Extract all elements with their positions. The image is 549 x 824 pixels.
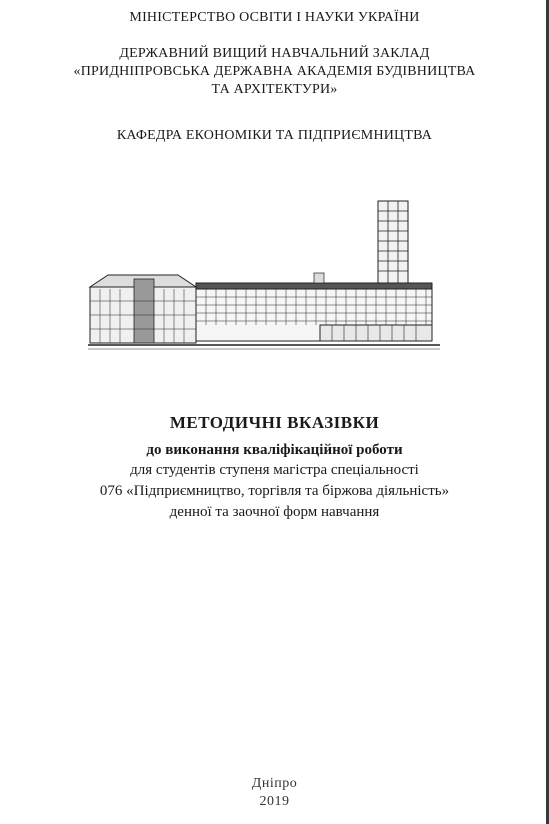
- department-name: КАФЕДРА ЕКОНОМІКИ ТА ПІДПРИЄМНИЦТВА: [116, 128, 433, 143]
- institution-line-1: ДЕРЖАВНИЙ ВИЩИЙ НАВЧАЛЬНИЙ ЗАКЛАД: [119, 46, 430, 61]
- subtitle-line-3: 076 «Підприємництво, торгівля та біржова діяльність»: [99, 483, 450, 499]
- institution-line-3: ТА АРХІТЕКТУРИ»: [211, 82, 338, 97]
- academy-building-illustration: [88, 197, 440, 357]
- document-title: МЕТОДИЧНІ ВКАЗІВКИ: [169, 413, 380, 432]
- city-name: Дніпро: [251, 776, 298, 791]
- institution-line-2: «ПРИДНІПРОВСЬКА ДЕРЖАВНА АКАДЕМІЯ БУДІВНИЦТВА: [73, 64, 476, 79]
- ministry-name: МІНІСТЕРСТВО ОСВІТИ І НАУКИ УКРАЇНИ: [129, 10, 420, 25]
- subtitle-line-1: до виконання кваліфікаційної роботи: [146, 442, 403, 458]
- subtitle-line-2: для студентів ступеня магістра спеціальності: [130, 462, 419, 478]
- subtitle-line-4: денної та заочної форм навчання: [169, 504, 380, 520]
- publication-year: 2019: [259, 794, 290, 809]
